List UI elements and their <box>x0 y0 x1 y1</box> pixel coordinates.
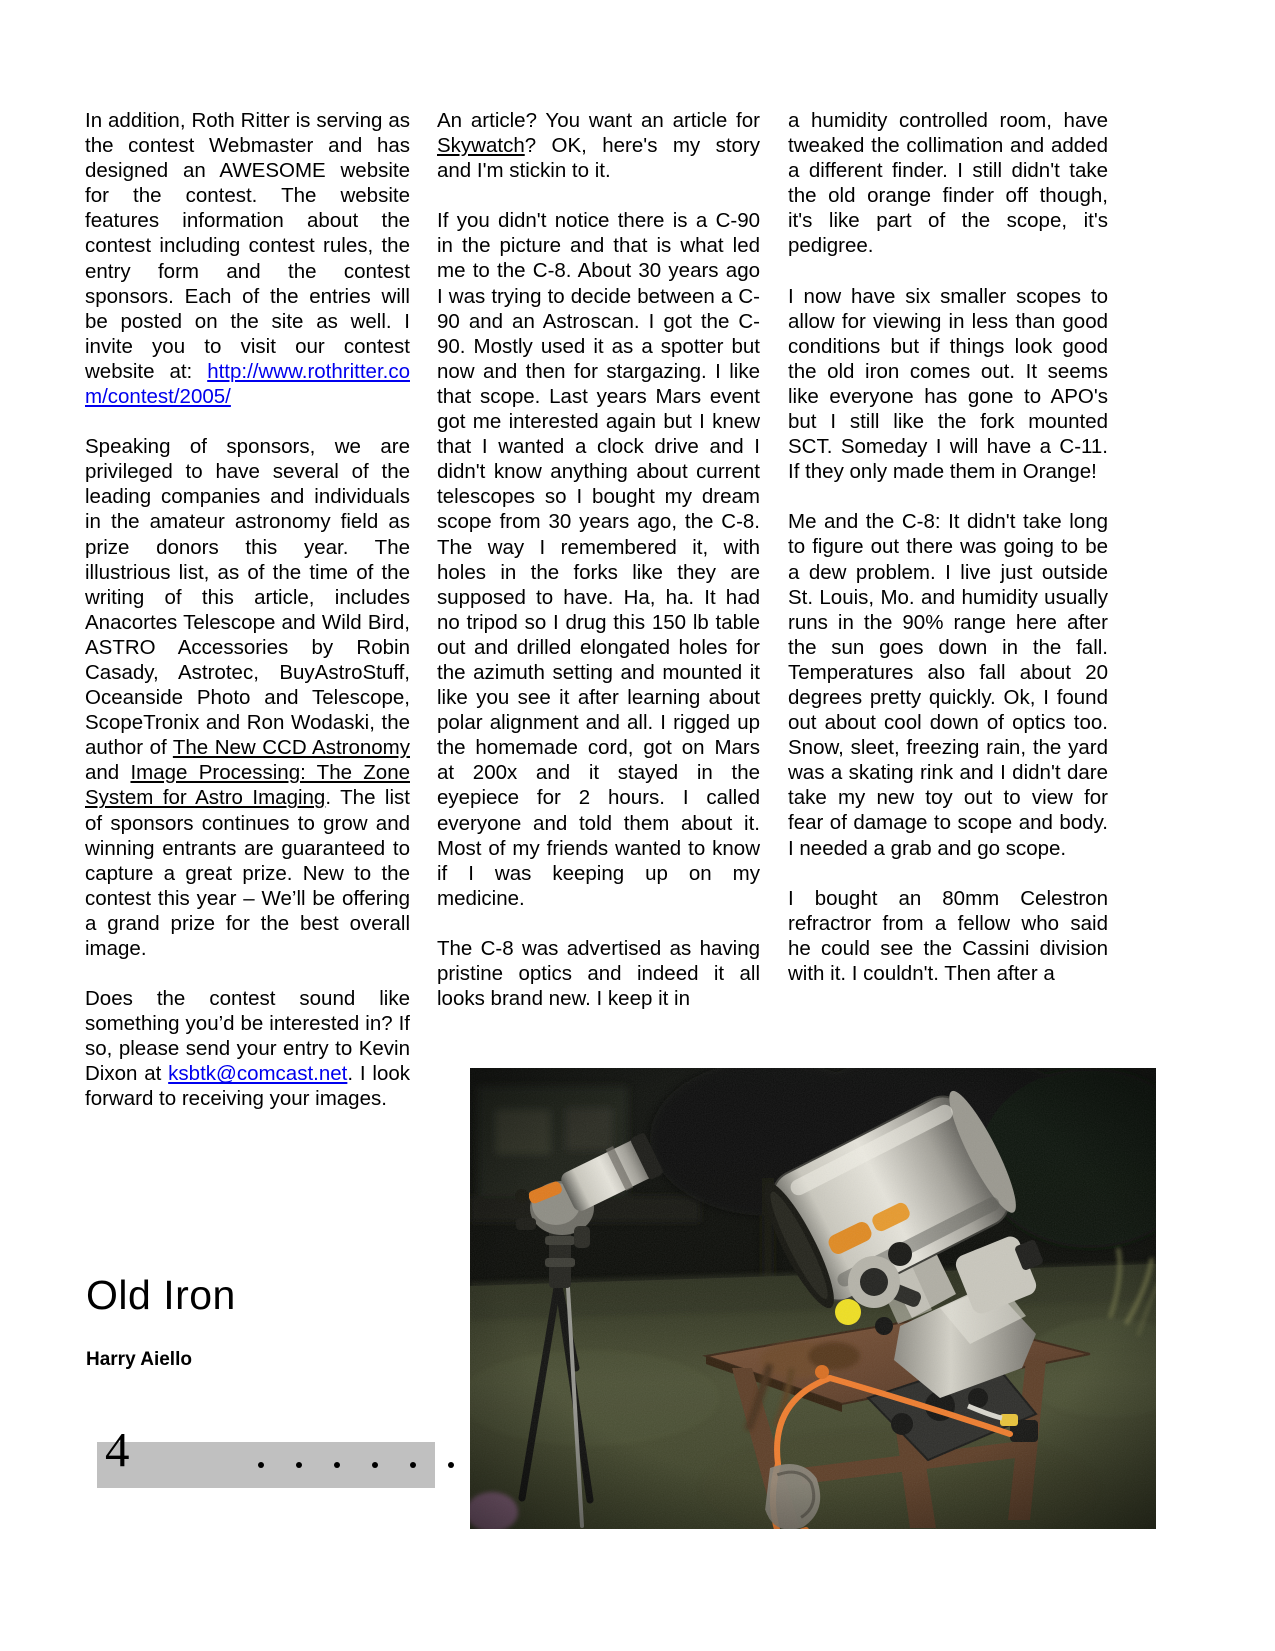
book-title-new-ccd-astronomy: The New CCD Astronomy <box>172 736 410 760</box>
book-title-image-processing: Image Processing: The Zone System for Astro Imaging <box>85 761 410 810</box>
paragraph-text: I bought an 80mm Celestron refractror from a fellow who said he could see the Cassini division with it. I couldn't. Then after a <box>788 886 1108 985</box>
paragraph-text: . I look forward to receiving your images. <box>85 1062 411 1111</box>
paragraph-text: ? OK, here's my story and I'm stickin to it. <box>437 134 760 183</box>
footer-dot <box>372 1462 378 1468</box>
telescope-photo-svg <box>470 1068 1156 1529</box>
paragraph-c8-advertised <box>437 936 760 1011</box>
text-column-middle <box>437 108 760 1011</box>
footer-dot <box>410 1462 416 1468</box>
paragraph-text: Me and the C-8: It didn't take long to figure out there was going to be a dew problem. I live just outside St. Louis, Mo. and humidity usually runs in the 90% range here after the sun goes down in the fall. Temperatures also fall about 20 degrees pretty quickly. Ok, I found out about cool down of optics too. Snow, sleet, freezing rain, the yard was a skating rink and I didn't dare take my new toy out to view for fear of damage to scope and body. I needed a grab and go scope. <box>788 510 1108 860</box>
footer-dot-row <box>258 1462 448 1474</box>
footer-dot <box>448 1462 454 1468</box>
contest-website-link[interactable]: http://www.rothritter.com/contest/2005/ <box>85 359 410 409</box>
paragraph-send-entry <box>85 986 410 1111</box>
article-title: Old Iron <box>86 1272 236 1318</box>
paragraph-c90-story <box>437 208 760 911</box>
footer-dot <box>334 1462 340 1468</box>
paragraph-text: In addition, Roth Ritter is serving as the contest Webmaster and has designed an AWESOME website for the contest. The website features information about the contest including contest rules, the entry form and the contest sponsors. Each of the entries will be posted on the site as well. I invite you to visit our contest website at: <box>85 109 410 383</box>
text-column-right <box>788 108 1108 986</box>
paragraph-six-smaller-scopes <box>788 284 1108 485</box>
paragraph-contest-webmaster <box>85 108 410 409</box>
email-link-kevin-dixon[interactable]: ksbtk@comcast.net <box>168 1062 348 1086</box>
paragraph-text: I now have six smaller scopes to allow for viewing in less than good conditions but if things look good the old iron comes out. It seems like everyone has gone to APO's but I still like the fork mounted SCT. Someday I will have a C-11. If they only made them in Orange! <box>788 284 1108 484</box>
paragraph-text: An article? You want an article for <box>437 109 760 132</box>
paragraph-sponsors <box>85 434 410 961</box>
paragraph-text: a humidity controlled room, have tweaked the collimation and added a different finder. I still didn't take the old orange finder off though, it's like part of the scope, it's pedigree. <box>788 109 1108 258</box>
paragraph-text: and <box>85 761 131 785</box>
footer-dot <box>296 1462 302 1468</box>
article-byline: Harry Aiello <box>86 1349 192 1370</box>
paragraph-dew-problem <box>788 509 1108 860</box>
paragraph-text: If you didn't notice there is a C-90 in the picture and that is what led me to the C-8. About 30 years ago I was trying to decide between a C-90 and an Astroscan. I got the C-90. Mostly used it as a spotter but now and then for stargazing. I like that scope. Last years Mars event got me interested again but I knew that I wanted a clock drive and I didn't know anything about current telescopes so I bought my dream scope from 30 years ago, the C-8. The way I remembered it, with holes in the forks like they are supposed to have. Ha, ha. It had no tripod so I drug this 150 lb table out and drilled elongated holes for the azimuth setting and mounted it like you see it after learning about polar alignment and all. I rigged up the homemade cord, got on Mars at 200x and it stayed in the eyepiece for 2 hours. I called everyone and told them about it. Most of my friends wanted to know if I was keeping up on my medicine. <box>437 209 760 910</box>
paragraph-an-article <box>437 108 760 183</box>
paragraph-text: The C-8 was advertised as having pristine optics and indeed it all looks brand new. I keep it in <box>437 936 760 1011</box>
photo-vignette <box>470 1068 1156 1529</box>
publication-title-skywatch: Skywatch <box>437 134 525 158</box>
paragraph-text: Does the contest sound like something you’d be interested in? If so, please send your entry to Kevin Dixon at <box>85 987 410 1086</box>
text-column-left <box>85 108 410 1112</box>
paragraph-80mm-refractor <box>788 886 1108 986</box>
paragraph-humidity-room <box>788 108 1108 259</box>
paragraph-text: Speaking of sponsors, we are privileged to have several of the leading companies and individuals in the amateur astronomy field as prize donors this year. The illustrious list, as of the time of the writing of this article, includes Anacortes Telescope and Wild Bird, ASTRO Accessories by Robin Casady, Astrotec, BuyAstroStuff, Oceanside Photo and Telescope, ScopeTronix and Ron Wodaski, the author of <box>85 435 410 760</box>
telescope-photograph <box>470 1068 1156 1529</box>
page-number: 4 <box>105 1422 130 1477</box>
paragraph-text: . The list of sponsors continues to grow and winning entrants are guaranteed to capture a great prize. New to the contest this year – We’ll be offering a grand prize for the best overall image. <box>85 786 410 960</box>
footer-dot <box>258 1462 264 1468</box>
